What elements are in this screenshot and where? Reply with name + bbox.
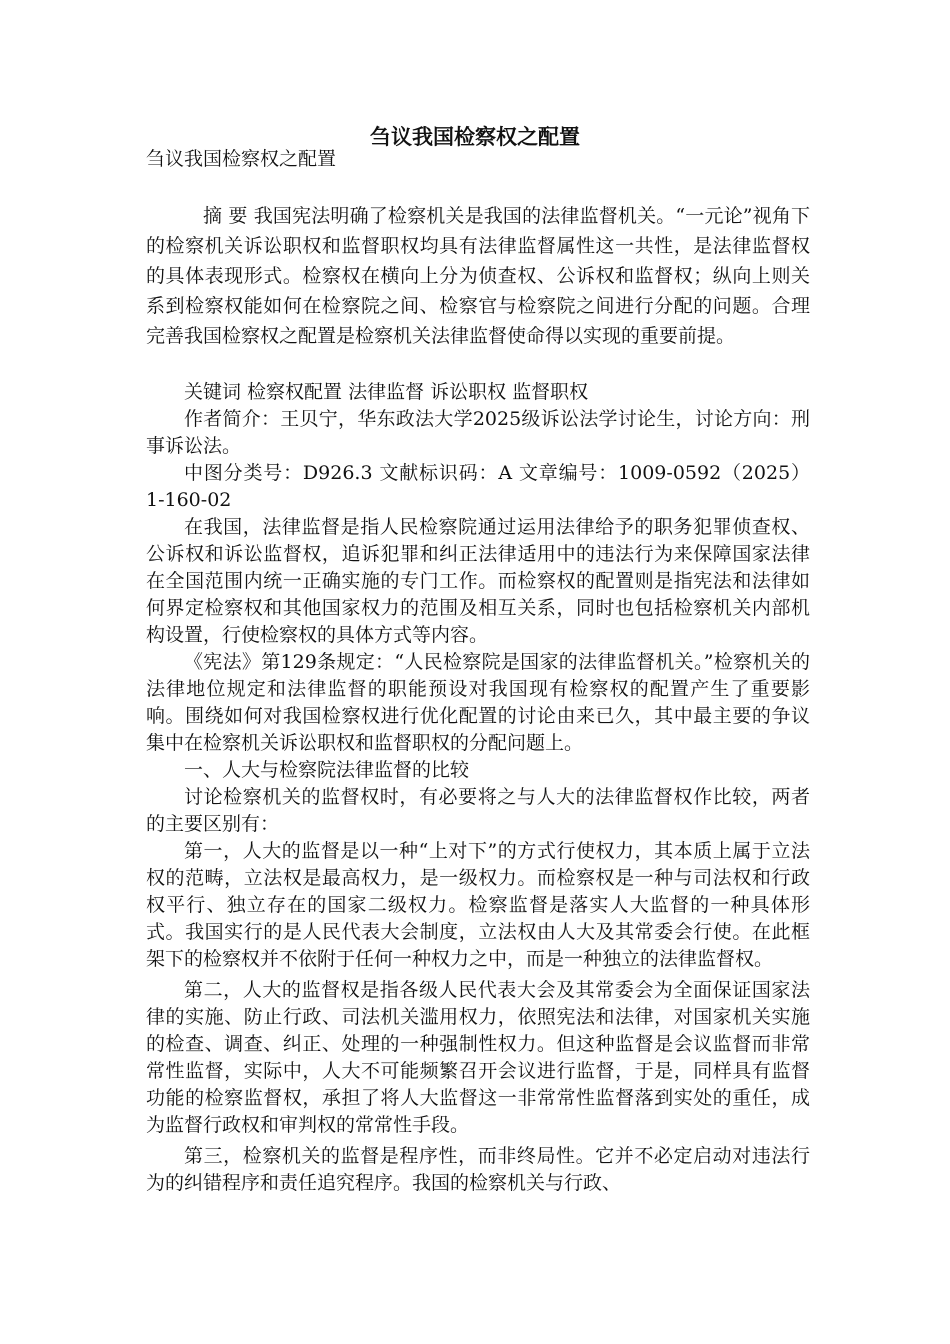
section-paragraph: 讨论检察机关的监督权时，有必要将之与人大的法律监督权作比较，两者的主要区别有： [146, 786, 810, 835]
document-subtitle: 刍议我国检察权之配置 [146, 148, 337, 170]
section-paragraph: 第二，人大的监督权是指各级人民代表大会及其常委会为全面保证国家法律的实施、防止行政、司法机关滥用权力，依照宪法和法律，对国家机关实施的检查、调查、纠正、处理的一种强制性权力。但这种监督是会议监督而非常常性监督，实际中，人大不可能频繁召开会议进行监督，于是，同样具有监督功能的检察监督权，承担了将人大监督这一非常常性监督落到实处的重任，成为监督行政权和审判权的常常性手段。 [146, 979, 810, 1136]
keywords-line: 关键词 检察权配置 法律监督 诉讼职权 监督职权 [184, 381, 589, 403]
body-paragraph: 在我国，法律监督是指人民检察院通过运用法律给予的职务犯罪侦查权、公诉权和诉讼监督权，追诉犯罪和纠正法律适用中的违法行为来保障国家法律在全国范围内统一正确实施的专门工作。而检察权的配置则是指宪法和法律如何界定检察权和其他国家权力的范围及相互关系，同时也包括检察机关内部机构设置，行使检察权的具体方式等内容。 [146, 516, 810, 646]
abstract-paragraph: 摘 要 我国宪法明确了检察机关是我国的法律监督机关。“一元论”视角下的检察机关诉讼职权和监督职权均具有法律监督属性这一共性，是法律监督权的具体表现形式。检察权在横向上分为侦查权、公诉权和监督权；纵向上则关系到检察权能如何在检察院之间、检察官与检察院之间进行分配的问题。合理完善我国检察权之配置是检察机关法律监督使命得以实现的重要前提。 [146, 205, 810, 347]
author-info: 作者简介：王贝宁，华东政法大学2025级诉讼法学讨论生，讨论方向：刑事诉讼法。 [146, 408, 810, 457]
body-paragraph: 《宪法》第129条规定：“人民检察院是国家的法律监督机关。”检察机关的法律地位规定和法律监督的职能预设对我国现有检察权的配置产生了重要影响。围绕如何对我国检察权进行优化配置的讨论由来已久，其中最主要的争议集中在检察机关诉讼职权和监督职权的分配问题上。 [146, 651, 810, 754]
section-heading: 一、人大与检察院法律监督的比较 [184, 759, 470, 781]
document-title: 刍议我国检察权之配置 [370, 124, 580, 149]
section-paragraph: 第三，检察机关的监督是程序性，而非终局性。它并不必定启动对违法行为的纠错程序和责任追究程序。我国的检察机关与行政、 [146, 1145, 810, 1194]
section-paragraph: 第一，人大的监督是以一种“上对下”的方式行使权力，其本质上属于立法权的范畴，立法权是最高权力，是一级权力。而检察权是一种与司法权和行政权平行、独立存在的国家二级权力。检察监督是落实人大监督的一种具体形式。我国实行的是人民代表大会制度，立法权由人大及其常委会行使。在此框架下的检察权并不依附于任何一种权力之中，而是一种独立的法律监督权。 [146, 840, 810, 970]
document-body [146, 146, 810, 1197]
classification-info: 中图分类号：D926.3 文献标识码：A 文章编号：1009-0592（2025）1-160-02 [146, 462, 810, 511]
